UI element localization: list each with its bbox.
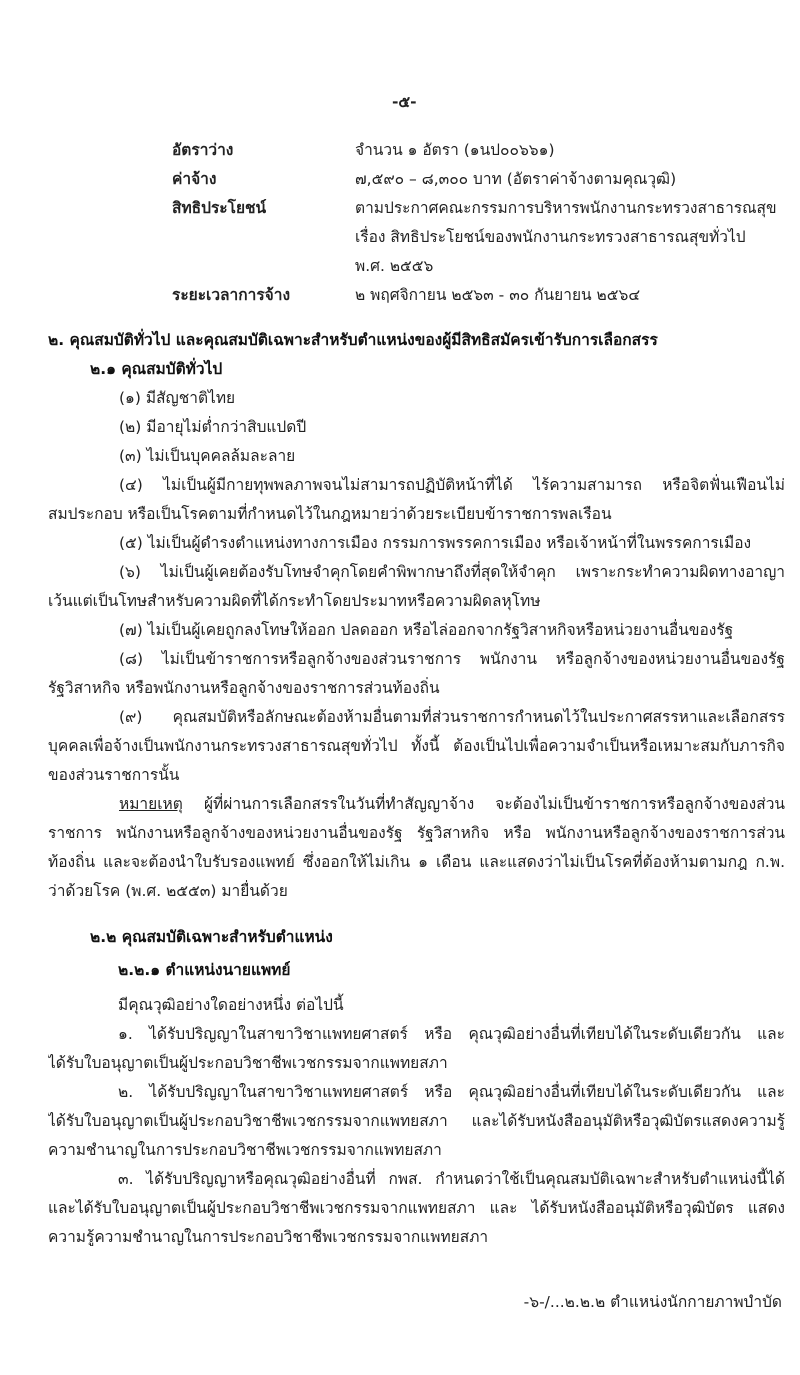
note-label: หมายเหตุ [119,795,183,813]
list-item-cont: ความรู้ความชำนาญในการประกอบวิชาชีพเวชกรรมจากแพทยสภา [48,1228,489,1246]
list-item: (๓) ไม่เป็นบุคคลล้มละลาย [119,447,296,465]
info-label: อัตราว่าง [172,141,234,159]
list-item-cont: รัฐวิสาหกิจ หรือพนักงานหรือลูกจ้างของราชการส่วนท้องถิ่น [48,679,440,697]
info-vacancies [172,136,792,165]
list-item-cont: และได้รับใบอนุญาตเป็นผู้ประกอบวิชาชีพเวชกรรมจากแพทยสภา และ ได้รับหนังสืออนุมัติหรือวุฒิบัตร แสดง [48,1199,785,1217]
list-item-cont: เว้นแต่เป็นโทษสำหรับความผิดที่ได้กระทำโดยประมาทหรือความผิดลหุโทษ [48,592,541,610]
page-number: -๕- [392,93,417,111]
info-value: ๒ พฤศจิกายน ๒๕๖๓ - ๓๐ กันยายน ๒๕๖๔ [355,286,641,304]
info-value: เรื่อง สิทธิประโยชน์ของพนักงานกระทรวงสาธารณสุขทั่วไป [355,228,746,246]
info-wage [172,165,792,194]
list-item-cont: ได้รับใบอนุญาตเป็นผู้ประกอบวิชาชีพเวชกรรมจากแพทยสภา [48,1054,448,1072]
info-value: จำนวน ๑ อัตรา (๑นป๐๐๖๖๑) [355,141,555,159]
list-item: (๒) มีอายุไม่ต่ำกว่าสิบแปดปี [119,418,307,436]
list-item: (๕) ไม่เป็นผู้ดำรงตำแหน่งทางการเมือง กรรมการพรรคการเมือง หรือเจ้าหน้าที่ในพรรคการเมือง [119,534,752,552]
section-heading: ๒. คุณสมบัติทั่วไป และคุณสมบัติเฉพาะสำหรับตำแหน่งของผู้มีสิทธิสมัครเข้ารับการเลือกสรร [48,331,658,349]
list-item: (๑) มีสัญชาติไทย [119,389,236,407]
info-value: ตามประกาศคณะกรรมการบริหารพนักงานกระทรวงสาธารณสุข [355,199,777,217]
info-duration [172,281,792,310]
info-value: พ.ศ. ๒๕๕๖ [355,257,434,275]
intro-text: มีคุณวุฒิอย่างใดอย่างหนึ่ง ต่อไปนี้ [118,996,344,1014]
note-line: ว่าด้วยโรค (พ.ศ. ๒๕๕๓) มายื่นด้วย [48,882,288,900]
note-line: ราชการ พนักงานหรือลูกจ้างของหน่วยงานอื่นของรัฐ รัฐวิสาหกิจ หรือ พนักงานหรือลูกจ้างของราชการส่วน [48,824,785,842]
note-line: ท้องถิ่น และจะต้องนำใบรับรองแพทย์ ซึ่งออกให้ไม่เกิน ๑ เดือน และแสดงว่าไม่เป็นโรคที่ต้องห้ามตามกฎ ก.พ. [48,853,785,871]
info-label: ค่าจ้าง [172,170,217,188]
list-item: (๙) คุณสมบัติหรือลักษณะต้องห้ามอื่นตามที่ส่วนราชการกำหนดไว้ในประกาศสรรหาและเลือกสรร [119,708,785,726]
list-item-cont: บุคคลเพื่อจ้างเป็นพนักงานกระทรวงสาธารณสุขทั่วไป ทั้งนี้ ต้องเป็นไปเพื่อความจำเป็นหรือเหมาะสมกับภารกิจ [48,737,785,755]
subsection-heading: ๒.๒ คุณสมบัติเฉพาะสำหรับตำแหน่ง [90,928,333,946]
note-line [48,790,785,819]
list-item: (๔) ไม่เป็นผู้มีกายทุพพลภาพจนไม่สามารถปฏิบัติหน้าที่ได้ ไร้ความสามารถ หรือจิตฟั่นเฟือนไม่ [119,476,785,494]
info-benefits [172,194,792,281]
list-item-cont: ของส่วนราชการนั้น [48,766,180,784]
list-item: (๖) ไม่เป็นผู้เคยต้องรับโทษจำคุกโดยคำพิพากษาถึงที่สุดให้จำคุก เพราะกระทำความผิดทางอาญา [119,563,785,581]
subsection-heading: ๒.๑ คุณสมบัติทั่วไป [90,360,223,378]
info-label: สิทธิประโยชน์ [172,199,267,217]
list-item-cont: สมประกอบ หรือเป็นโรคตามที่กำหนดไว้ในกฎหมายว่าด้วยระเบียบข้าราชการพลเรือน [48,505,612,523]
specific-qualifications [48,991,785,1252]
note-text: ผู้ที่ผ่านการเลือกสรรในวันที่ทำสัญญาจ้าง จะต้องไม่เป็นข้าราชการหรือลูกจ้างของส่วน [203,795,785,813]
list-item: ๑. ได้รับปริญญาในสาขาวิชาแพทยศาสตร์ หรือ คุณวุฒิอย่างอื่นที่เทียบได้ในระดับเดียวกัน และ [118,1025,785,1043]
list-item: (๘) ไม่เป็นข้าราชการหรือลูกจ้างของส่วนราชการ พนักงาน หรือลูกจ้างของหน่วยงานอื่นของรัฐ [119,650,785,668]
footer-continuation: -๖-/...๒.๒.๒ ตำแหน่งนักกายภาพบำบัด [523,1293,782,1311]
list-item: (๗) ไม่เป็นผู้เคยถูกลงโทษให้ออก ปลดออก หรือไล่ออกจากรัฐวิสาหกิจหรือหน่วยงานอื่นของรัฐ [119,621,734,639]
section-2 [48,326,785,906]
list-item-cont: ความชำนาญในการประกอบวิชาชีพเวชกรรมจากแพทยสภา [48,1141,442,1159]
info-label: ระยะเวลาการจ้าง [172,286,291,304]
list-item: ๒. ได้รับปริญญาในสาขาวิชาแพทยศาสตร์ หรือ คุณวุฒิอย่างอื่นที่เทียบได้ในระดับเดียวกัน และ [118,1083,785,1101]
info-value: ๗,๕๙๐ – ๘,๓๐๐ บาท (อัตราค่าจ้างตามคุณวุฒิ) [355,170,677,188]
list-item-cont: ได้รับใบอนุญาตเป็นผู้ประกอบวิชาชีพเวชกรรมจากแพทยสภา และได้รับหนังสืออนุมัติหรือวุฒิบัตรแสดงความรู้ [48,1112,785,1130]
position-info [172,136,792,310]
subsection-heading: ๒.๒.๑ ตำแหน่งนายแพทย์ [118,961,291,979]
list-item: ๓. ได้รับปริญญาหรือคุณวุฒิอย่างอื่นที่ กพส. กำหนดว่าใช้เป็นคุณสมบัติเฉพาะสำหรับตำแหน่งนี้ได้ [118,1170,785,1188]
